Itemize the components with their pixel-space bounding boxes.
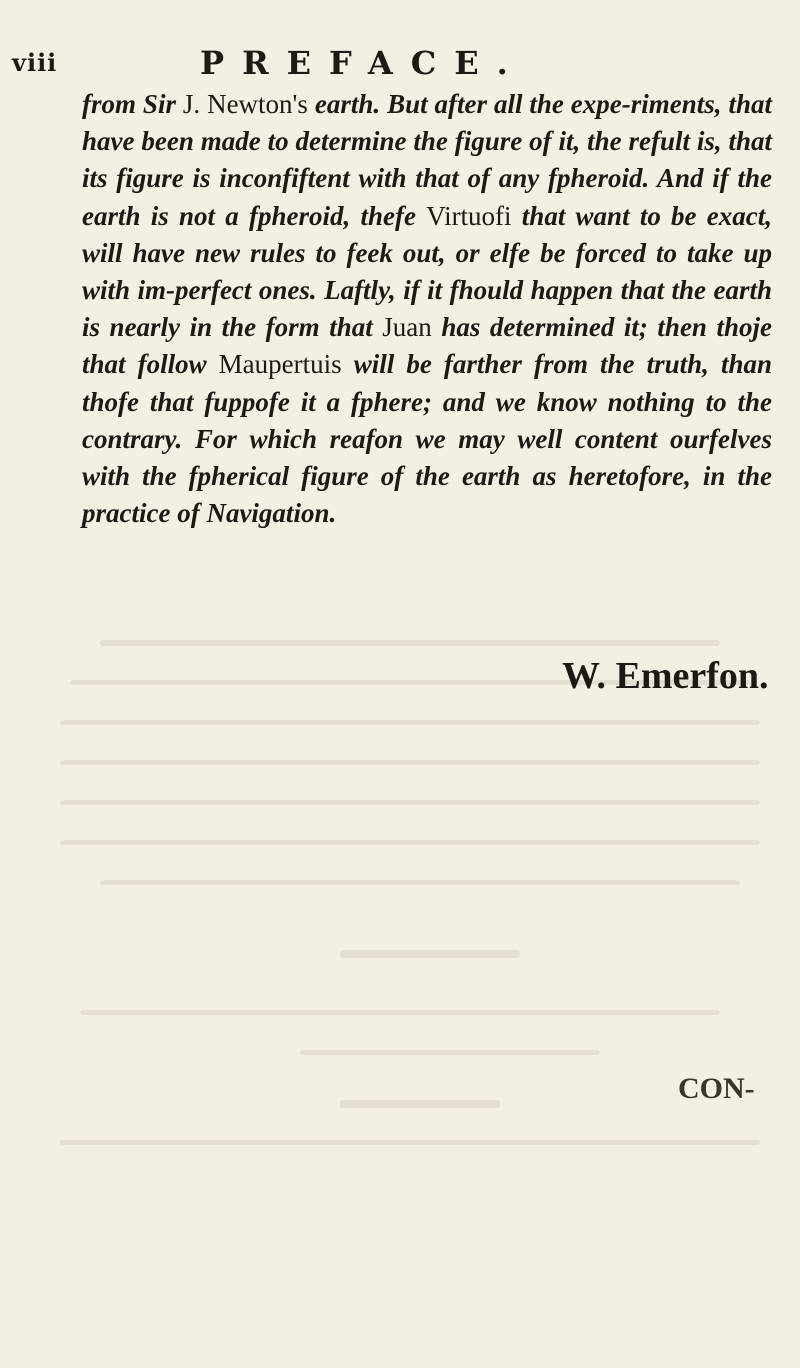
- catchword: CON-: [678, 1072, 755, 1105]
- text-run-virtuofi: Virtuofi: [426, 200, 522, 231]
- text-run-3: earth. But after all the expe-riments, that have been made to determine the figure of it, the refult is, that its figure is inconfiftent with that of any fpheroid. And if the earth is not a fpheroid, thefe: [82, 89, 772, 231]
- page-number: viii: [12, 48, 58, 77]
- author-signature: W. Emerfon.: [562, 655, 769, 697]
- text-run-maupertuis: Maupertuis: [218, 349, 354, 380]
- preface-paragraph: [82, 86, 772, 532]
- text-run-name-newton: J. Newton's: [182, 89, 315, 119]
- text-run-5: that want to be exact, will have new rules to feek out, or elfe be forced to take up with im-perfect ones. Laftly, if it fhould happen that the earth is nearly in the form that: [82, 200, 772, 343]
- text-run-juan: Juan: [382, 312, 442, 343]
- text-run-9: will be farther from the truth, than thofe that fuppofe it a fphere; and we know nothing to the contrary. For which reafon we may well content ourfelves with the fpherical figure of the earth as heretofore, in the practice of Navigation.: [82, 349, 772, 529]
- running-head: PREFACE.: [200, 44, 526, 82]
- text-run-7: has determined it; then thoje that follow: [82, 312, 772, 380]
- text-run-1: from Sir: [82, 89, 183, 119]
